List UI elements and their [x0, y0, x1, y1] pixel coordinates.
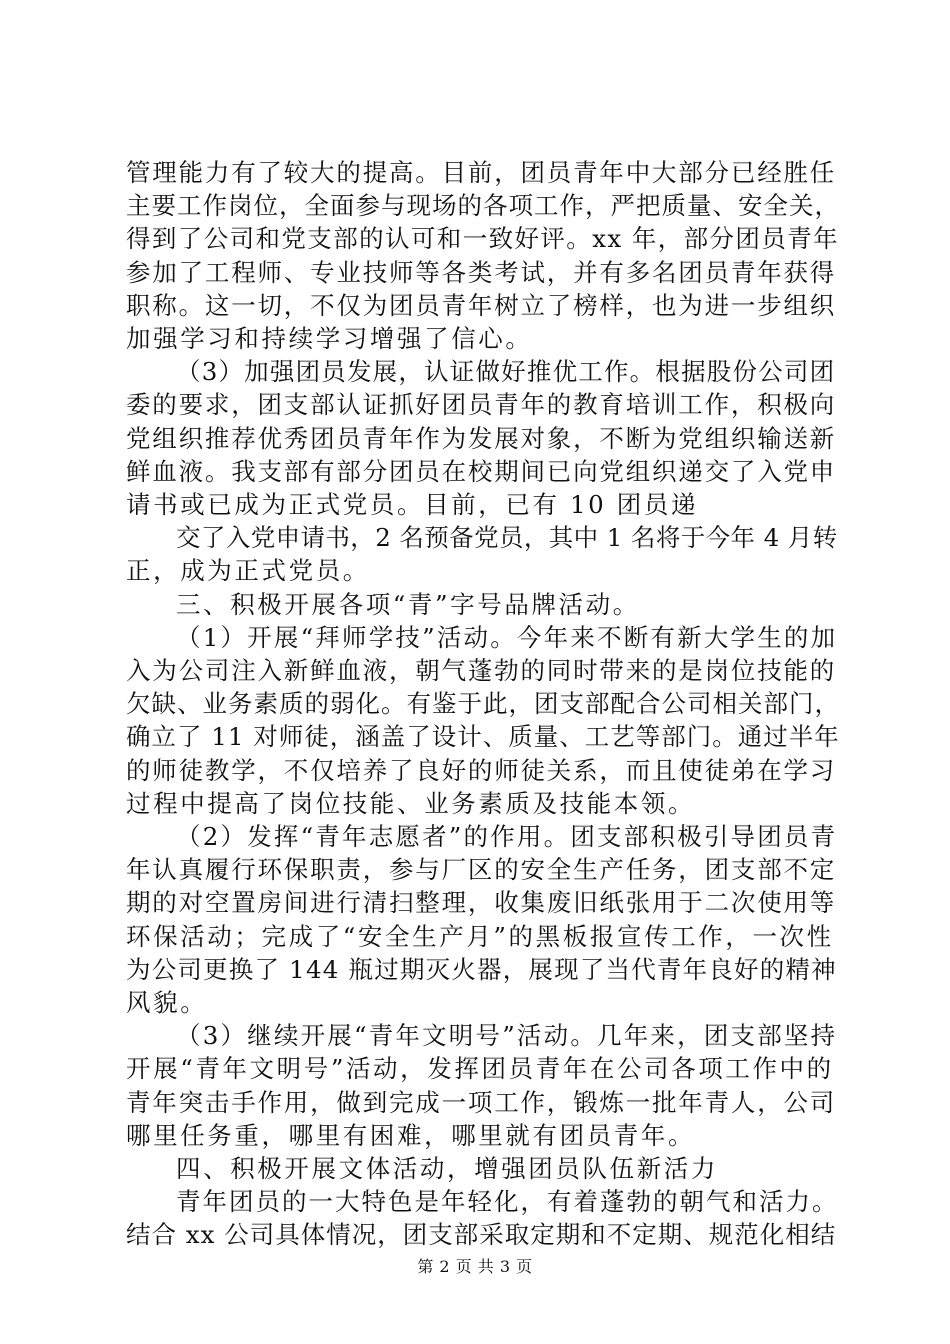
text-line: 环保活动；完成了“安全生产月”的黑板报宣传工作，一次性 — [126, 921, 834, 951]
paragraph-start-line: 交了入党申请书，2 名预备党员，其中 1 名将于今年 4 月转 — [176, 523, 838, 553]
text-line: 结合 xx 公司具体情况，团支部采取定期和不定期、规范化相结 — [126, 1220, 837, 1250]
paragraph-start-line: （2）发挥“青年志愿者”的作用。团支部积极引导团员青 — [176, 822, 838, 851]
text-line: 期的对空置房间进行清扫整理，收集废旧纸张用于二次使用等 — [126, 888, 837, 918]
text-line: 请书或已成为正式党员。目前，已有 10 团员递 — [126, 490, 699, 519]
text-line: 风貌。 — [126, 988, 208, 1017]
text-line: 加强学习和持续学习增强了信心。 — [126, 324, 533, 353]
text-line: 管理能力有了较大的提高。目前，团员青年中大部分已经胜任 — [126, 158, 837, 187]
text-line: 为公司更换了 144 瓶过期灭火器，展现了当代青年良好的精神 — [126, 954, 837, 984]
paragraph-start-line: （1）开展“拜师学技”活动。今年来不断有新大学生的加 — [176, 622, 838, 652]
text-line: 入为公司注入新鲜血液，朝气蓬勃的同时带来的是岗位技能的 — [126, 656, 837, 685]
text-line: 正，成为正式党员。 — [126, 556, 370, 586]
text-line: 委的要求，团支部认证抓好团员青年的教育培训工作，积极向 — [126, 390, 837, 420]
text-line: 确立了 11 对师徒，涵盖了设计、质量、工艺等部门。通过半年 — [126, 722, 840, 752]
text-line: 青年突击手作用，做到完成一项工作，锻炼一批年青人，公司 — [126, 1087, 837, 1117]
text-line: 的师徒教学，不仅培养了良好的师徒关系，而且使徒弟在学习 — [126, 755, 837, 785]
page-footer: 第 2 页 共 3 页 — [417, 1257, 533, 1276]
text-line: 参加了工程师、专业技师等各类考试，并有多名团员青年获得 — [126, 257, 837, 287]
text-line: 鲜血液。我支部有部分团员在校期间已向党组织递交了入党申 — [126, 456, 837, 486]
text-line: 欠缺、业务素质的弱化。有鉴于此，团支部配合公司相关部门， — [126, 689, 840, 719]
text-line: 过程中提高了岗位技能、业务素质及技能本领。 — [126, 788, 696, 818]
text-line: 年认真履行环保职责，参与厂区的安全生产任务，团支部不定 — [126, 855, 837, 885]
paragraph-start-line: （3）加强团员发展，认证做好推优工作。根据股份公司团 — [176, 357, 836, 387]
text-line: 得到了公司和党支部的认可和一致好评。xx 年，部分团员青年 — [126, 224, 840, 254]
section-heading: 三、积极开展各项“青”字号品牌活动。 — [176, 589, 640, 619]
paragraph-start-line: 青年团员的一大特色是年轻化，有着蓬勃的朝气和活力。 — [176, 1187, 839, 1217]
section-heading: 四、积极开展文体活动，增强团员队伍新活力 — [176, 1154, 718, 1183]
text-line: 党组织推荐优秀团员青年作为发展对象，不断为党组织输送新 — [126, 423, 837, 453]
text-line: 职称。这一切，不仅为团员青年树立了榜样，也为进一步组织 — [126, 290, 837, 320]
text-line: 主要工作岗位，全面参与现场的各项工作，严把质量、安全关， — [126, 191, 840, 221]
text-line: 开展“青年文明号”活动，发挥团员青年在公司各项工作中的 — [126, 1054, 834, 1084]
paragraph-start-line: （3）继续开展“青年文明号”活动。几年来，团支部坚持 — [176, 1021, 838, 1051]
text-line: 哪里任务重，哪里有困难，哪里就有团员青年。 — [126, 1120, 696, 1150]
